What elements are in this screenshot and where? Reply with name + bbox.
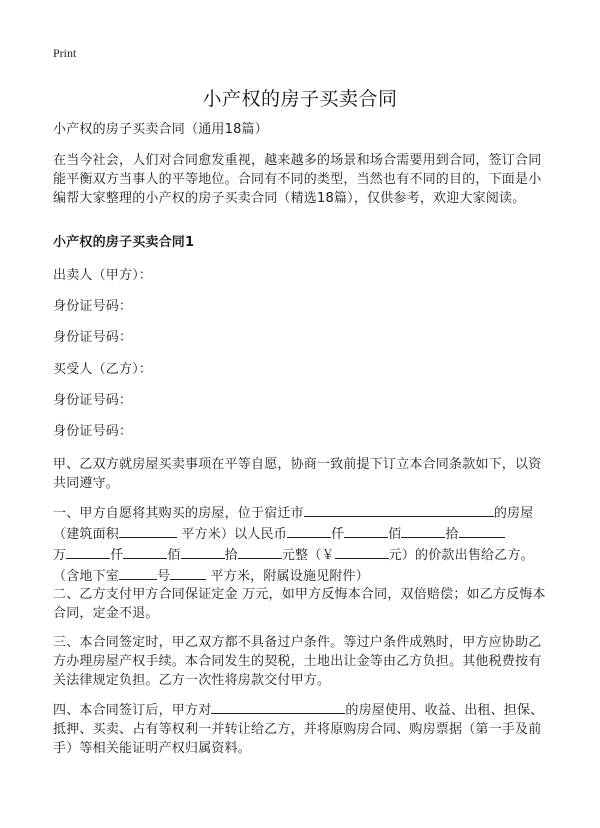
property-blank [211,699,345,714]
clause-1 [53,502,553,586]
yuan-blank [335,544,389,559]
clause-1-text: 一、甲方自愿将其购买的房屋，位于宿迁市 [53,506,304,521]
amount-blank [123,544,167,559]
area-blank [119,523,177,538]
amount-blank [238,544,282,559]
clause-3: 三、本合同签定时，甲乙双方都不具备过户条件。等过户条件成熟时，甲方应协助乙方办理房屋产权手续。本合同发生的契税，土地出让金等由乙方负担。其他税费按有关法律规定负担。乙方一次性将房款交付甲方。 [53,635,542,688]
amount-blank [66,544,110,559]
clause-1-text: 拾 [445,527,459,542]
amount-blank [344,523,388,538]
buyer-id-label-2: 身份证号码： [53,424,133,439]
clause-4 [53,699,553,758]
print-label[interactable]: Print [53,46,77,60]
clause-1-text: 佰 [388,527,402,542]
location-blank [304,502,494,517]
clause-2: 二、乙方支付甲方合同保证定金 万元，如甲方反悔本合同，双倍赔偿；如乙方反悔本合同，定金不退。 [53,587,546,621]
clause-1-text: 元）的价款出售给乙方。（含地下室 [53,548,534,584]
seller-id-label-1: 身份证号码： [53,299,133,314]
clause-4-text: 的房屋使用、收益、出租、担保、抵押、买卖、占有等权利一并转让给乙方，并将原购房合同、购房票据（第一手及前手）等相关能证明产权归属资料。 [53,703,544,756]
clause-1-text: 万 [53,548,67,563]
section-heading: 小产权的房子买卖合同1 [53,235,195,250]
amount-blank [401,523,445,538]
seller-id-label-2: 身份证号码： [53,330,133,345]
clause-1-text: 元整（￥ [281,548,335,563]
clause-1-text: 平方米）以人民币 [177,527,287,542]
amount-blank [181,544,225,559]
basement-area-blank [170,565,206,580]
seller-label: 出卖人（甲方）： [53,268,153,283]
clause-1-text: 仟 [330,527,345,542]
amount-blank [459,523,505,538]
document-title: 小产权的房子买卖合同 [202,88,398,110]
basement-blank [119,565,157,580]
clause-1-text: 平方米，附属设施见附件） [206,569,369,584]
preamble-paragraph: 甲、乙双方就房屋买卖事项在平等自愿，协商一致前提下订立本合同条款如下，以资共同遵守。 [53,457,542,491]
intro-subtitle: 小产权的房子买卖合同（通用18篇） [53,122,268,137]
amount-blank [287,523,331,538]
clause-4-text: 四、本合同签订后，甲方对 [53,703,212,718]
clause-1-text: 号 [157,569,171,584]
buyer-id-label-1: 身份证号码： [53,393,133,408]
clause-1-text: 仟 [110,548,124,563]
buyer-label: 买受人（乙方）： [53,362,153,377]
clause-1-text: 拾 [224,548,238,563]
intro-paragraph: 在当今社会，人们对合同愈发重视，越来越多的场景和场合需要用到合同，签订合同能平衡双方当事人的平等地位。合同有不同的类型，当然也有不同的目的，下面是小编帮大家整理的小产权的房子买卖合同（精选18篇），仅供参考，欢迎大家阅读。 [53,153,542,206]
clause-1-text: 的房屋（建筑面积 [53,506,534,542]
clause-1-text: 佰 [167,548,181,563]
